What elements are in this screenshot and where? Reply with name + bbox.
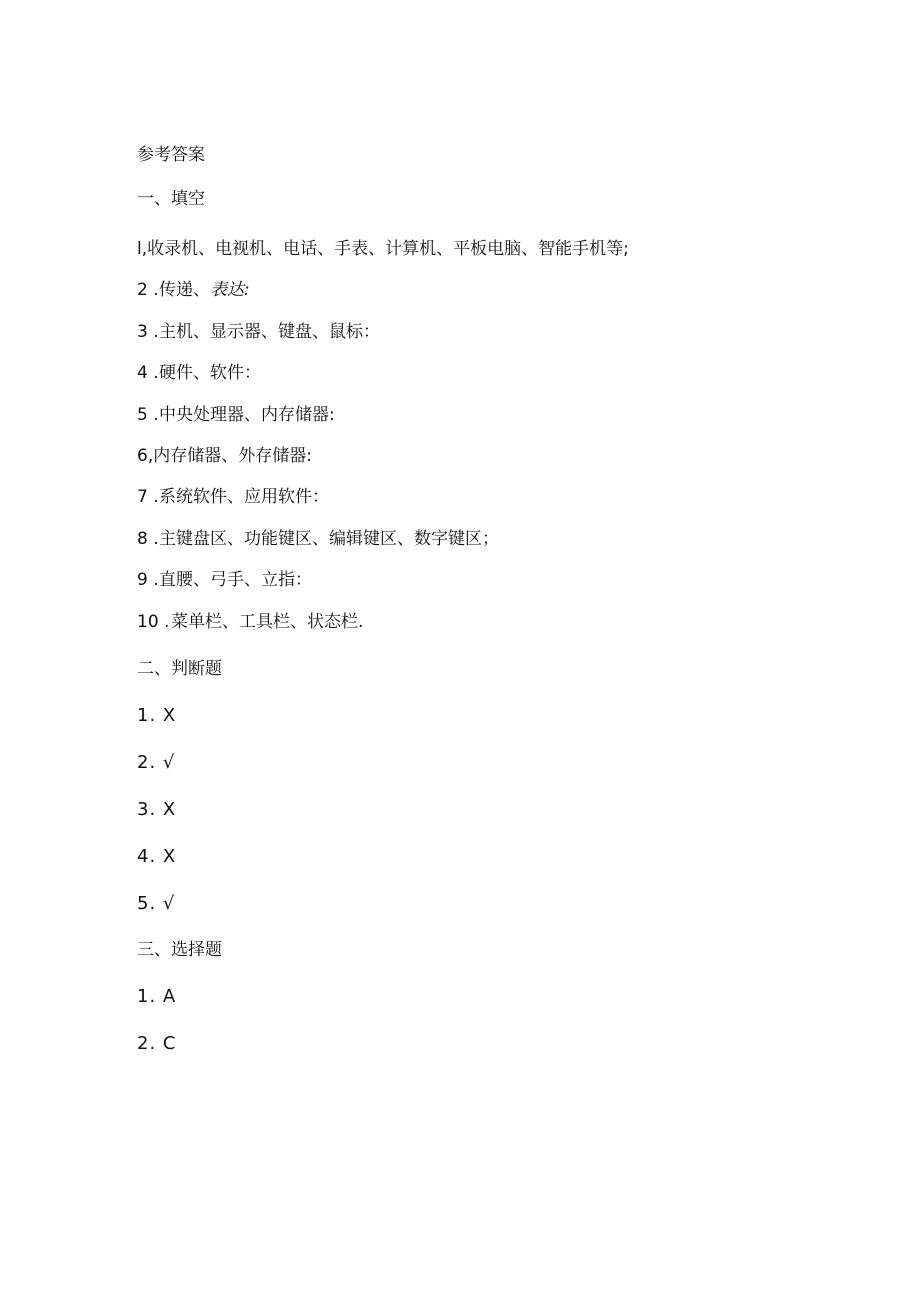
item-number: 2 . xyxy=(137,280,159,300)
item-number: 5 . xyxy=(137,405,159,425)
choice-answer: 1. A xyxy=(137,986,177,1007)
judgment-answer: 3. X xyxy=(137,799,177,820)
answer-item xyxy=(137,486,329,508)
item-text-italic: 表达: xyxy=(210,280,250,300)
item-text: 主键盘区、功能键区、编辑键区、数字键区； xyxy=(159,529,499,549)
answer-item xyxy=(137,611,363,633)
answer-item xyxy=(137,321,380,343)
answer-item xyxy=(137,404,335,426)
item-text: 内存储器、外存储器: xyxy=(153,446,312,466)
judgment-answer: 5. √ xyxy=(137,893,176,914)
item-text: 系统软件、应用软件： xyxy=(159,487,329,507)
item-text: 直腰、弓手、立指： xyxy=(159,570,312,590)
item-number: 4 . xyxy=(137,363,159,383)
judgment-answer: 2. √ xyxy=(137,752,176,773)
item-number: 3 . xyxy=(137,322,159,342)
answer-item xyxy=(137,362,261,384)
item-number: l, xyxy=(137,239,148,259)
item-text: 硬件、软件： xyxy=(159,363,261,383)
item-text: 主机、显示器、键盘、鼠标： xyxy=(159,322,380,342)
item-number: 6, xyxy=(137,446,154,466)
item-number: 7 . xyxy=(137,487,159,507)
item-text: 传递、 xyxy=(159,280,210,300)
section-heading-multiple-choice: 三、选择题 xyxy=(137,940,222,960)
item-text: 收录机、电视机、电话、手表、计算机、平板电脑、智能手机等; xyxy=(147,239,629,259)
answer-item xyxy=(137,279,250,301)
page-title: 参考答案 xyxy=(137,145,205,165)
choice-answer: 2. C xyxy=(137,1033,177,1054)
section-heading-true-false: 二、判断题 xyxy=(137,659,222,679)
answer-item xyxy=(137,238,629,260)
item-number: 9 . xyxy=(137,570,159,590)
item-text: 菜单栏、工具栏、状态栏. xyxy=(171,612,364,632)
item-number: 10 . xyxy=(137,612,170,632)
answer-item xyxy=(137,445,312,467)
section-heading-fill-blank: 一、填空 xyxy=(137,189,205,209)
judgment-answer: 4. X xyxy=(137,846,177,867)
item-number: 8 . xyxy=(137,529,159,549)
item-text: 中央处理器、内存储器: xyxy=(159,405,335,425)
judgment-answer: 1. X xyxy=(137,705,177,726)
answer-item xyxy=(137,569,312,591)
answer-item xyxy=(137,528,499,550)
